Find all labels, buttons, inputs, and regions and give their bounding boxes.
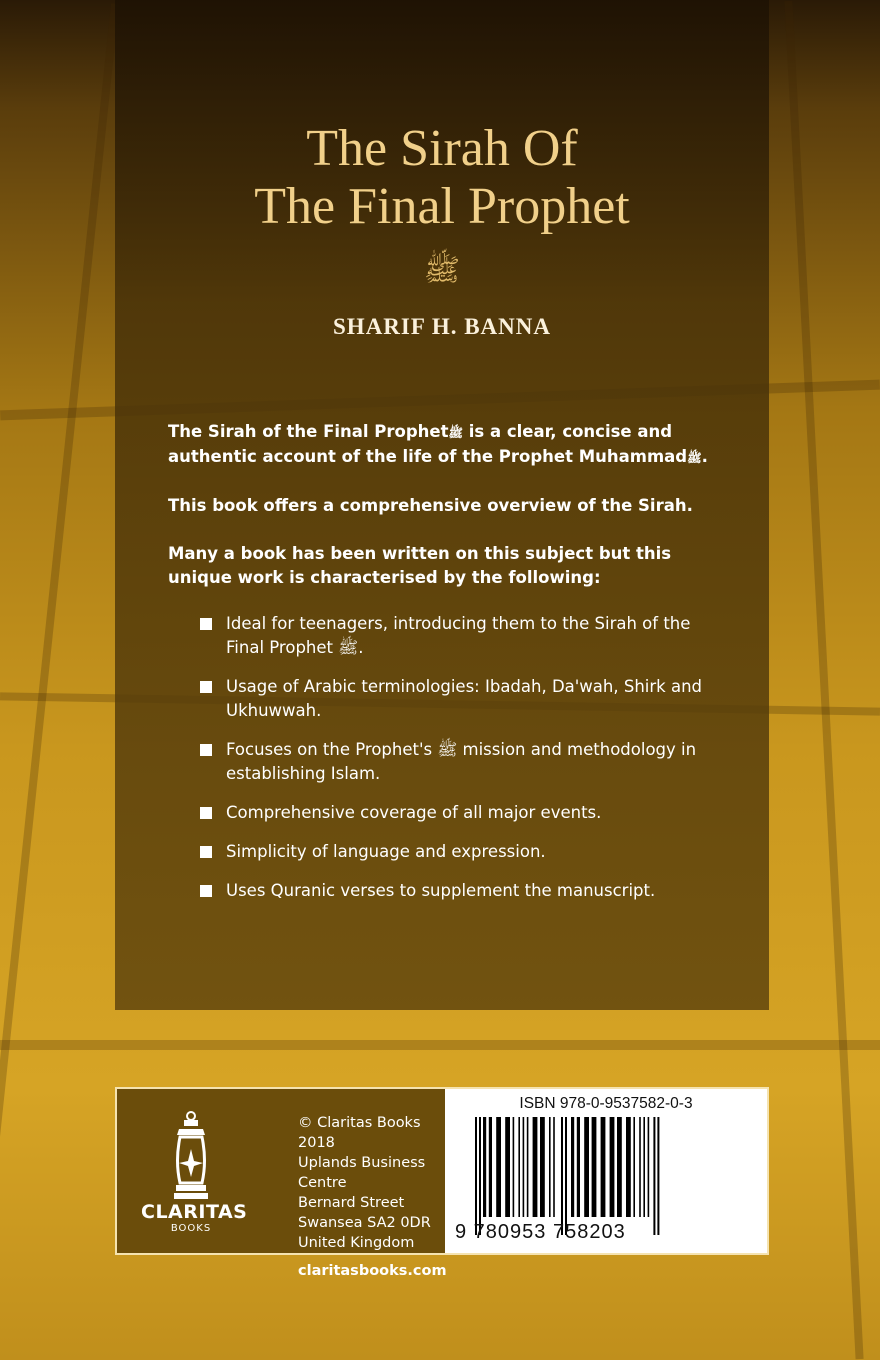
blurb — [168, 420, 728, 918]
barcode-bar — [626, 1117, 631, 1217]
feature-list — [200, 612, 728, 903]
barcode-bar — [610, 1117, 615, 1217]
bullet-square-icon — [200, 846, 212, 858]
p1-a: The Sirah of the Final Prophet — [168, 422, 449, 441]
blurb-paragraph-3: Many a book has been written on this subject but this unique work is characterised by the following: — [168, 544, 672, 587]
list-item-text: Uses Quranic verses to supplement the manuscript. — [226, 881, 656, 900]
bullet-square-icon — [200, 885, 212, 897]
barcode-bar — [518, 1117, 520, 1217]
barcode-bar — [592, 1117, 597, 1217]
list-item-text: Ideal for teenagers, introducing them to the Sirah of the Final Prophet ﷺ. — [226, 614, 691, 657]
list-item-text: Comprehensive coverage of all major events. — [226, 803, 602, 822]
back-cover-panel — [115, 0, 769, 1010]
copyright: © Claritas Books 2018 — [298, 1115, 421, 1151]
barcode-bar — [540, 1117, 545, 1217]
honorific-icon: ﷺ — [687, 451, 702, 465]
list-item — [200, 840, 728, 864]
barcode-bar — [561, 1117, 563, 1235]
honorific-icon: ﷺ — [448, 426, 463, 440]
brand-sub: BOOKS — [170, 1223, 212, 1234]
barcode-bar — [565, 1117, 567, 1235]
p1-b: is a clear, concise and authentic account of the life of the Prophet Muhammad — [168, 422, 688, 466]
barcode-bar — [489, 1117, 492, 1217]
title-line-2: The Final Prophet — [254, 178, 630, 235]
author-name: SHARIF H. BANNA — [333, 314, 551, 339]
book-title — [115, 120, 769, 236]
barcode-digits: 9 780953 758203 — [455, 1221, 626, 1243]
address-line: United Kingdom — [298, 1235, 415, 1251]
address-line: Swansea SA2 0DR — [298, 1215, 431, 1231]
isbn-text: ISBN 978-0-9537582-0-3 — [519, 1095, 693, 1112]
barcode-bar — [549, 1117, 551, 1217]
barcode-bar — [513, 1117, 515, 1217]
list-item — [200, 612, 728, 660]
list-item-text: Focuses on the Prophet's ﷺ mission and methodology in establishing Islam. — [226, 740, 697, 783]
address-line: Uplands Business Centre — [298, 1155, 426, 1191]
honorific-calligraphy: ﷺ — [423, 253, 461, 288]
barcode-icon — [469, 1117, 739, 1235]
barcode-bar — [571, 1117, 574, 1217]
list-item-text: Usage of Arabic terminologies: Ibadah, Da'wah, Shirk and Ukhuwwah. — [226, 677, 703, 720]
barcode-bar — [617, 1117, 622, 1217]
address-line: Bernard Street — [298, 1195, 405, 1211]
publisher-info — [117, 1089, 447, 1279]
barcode-bar — [479, 1117, 481, 1235]
website-link[interactable]: claritasbooks.com — [298, 1263, 447, 1279]
barcode-bar — [523, 1117, 525, 1217]
barcode-bar — [483, 1117, 486, 1217]
barcode-bar — [633, 1117, 635, 1217]
publisher-box — [115, 1087, 769, 1279]
barcode-area — [445, 1089, 767, 1253]
barcode-bar — [643, 1117, 645, 1217]
list-item-text: Simplicity of language and expression. — [226, 842, 546, 861]
publisher-logo — [141, 1111, 248, 1234]
list-item — [200, 801, 728, 825]
barcode-bar — [657, 1117, 659, 1235]
title-line-1: The Sirah Of — [306, 120, 578, 177]
bullet-square-icon — [200, 618, 212, 630]
bullet-square-icon — [200, 681, 212, 693]
list-item — [200, 675, 728, 723]
barcode-bar — [601, 1117, 606, 1217]
barcode-bar — [475, 1117, 477, 1235]
bullet-square-icon — [200, 744, 212, 756]
list-item — [200, 879, 728, 903]
barcode-bar — [533, 1117, 538, 1217]
blurb-paragraph-2: This book offers a comprehensive overview of the Sirah. — [168, 496, 693, 515]
barcode-bar — [505, 1117, 510, 1217]
barcode-bar — [553, 1117, 555, 1217]
blurb-paragraph-1 — [168, 420, 728, 470]
list-item — [200, 738, 728, 786]
brand-name: CLARITAS — [141, 1201, 248, 1223]
barcode-bar — [496, 1117, 501, 1217]
barcode-bar — [653, 1117, 655, 1235]
barcode-bar — [639, 1117, 641, 1217]
p1-c: . — [701, 447, 708, 466]
barcode-bar — [584, 1117, 589, 1217]
barcode-bar — [527, 1117, 529, 1217]
bullet-square-icon — [200, 807, 212, 819]
publisher-address — [298, 1113, 447, 1281]
lantern-icon — [171, 1111, 211, 1201]
barcode-bar — [577, 1117, 580, 1217]
barcode-bar — [648, 1117, 650, 1217]
